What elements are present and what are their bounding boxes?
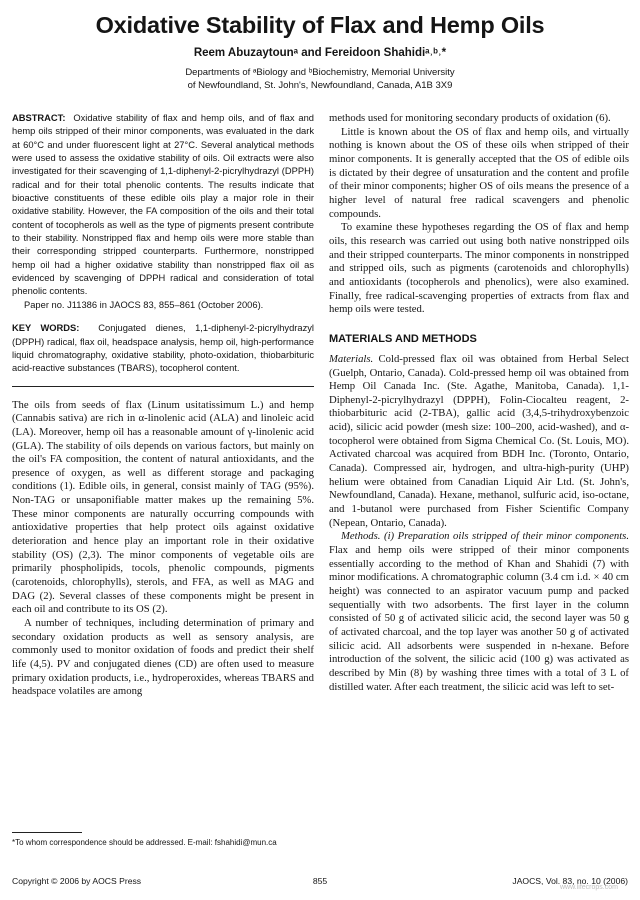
methods-label: Methods. (i) Preparation oils stripped of their minor components. xyxy=(341,530,629,543)
keywords xyxy=(12,322,314,375)
materials-paragraph xyxy=(329,353,629,531)
materials-label: Materials. xyxy=(329,352,374,365)
left-column xyxy=(12,112,314,699)
footer-copyright: Copyright © 2006 by AOCS Press xyxy=(12,876,142,886)
right-paragraph-1: Little is known about the OS of flax and hemp oils, and virtually nothing is known about the OS of these oils when stripped of their minor components. It is generally accepted that the OS of edible oils is dictated by their degree of unsaturation and the content and profile of their minor components; higher OS of oils means the presence of a higher level of natural free radical scavengers and phenolic compounds. xyxy=(329,125,629,220)
author-line: Reem Abuzaytounᵃ and Fereidoon Shahidiᵃ˒ᵇ˒* xyxy=(193,47,447,59)
intro-paragraph-2: A number of techniques, including determination of primary and secondary oxidation products as well as sensory analysis, are commonly used to monitor oxidation of foods and predict their shelf life (4,5). PV and conjugated dienes (CD) are often used to measure primary oxidation products, i.e., hydroperoxides, whereas TBARS and headspace volatiles are among xyxy=(12,617,314,698)
methods-text: Flax and hemp oils were stripped of their minor components essentially according to the method of Khan and Shahidi (7) with minor modifications. A chromatographic column (3.4 cm i.d. × 40 cm height) was connected to an aspirator vacuum pump and packed sequentially with two adsorbents. The first layer in the column consisted of 50 g of activated silicic acid, the second layer was 50 g of activated charcoal, and the top layer was another 50 g of activated silicic acid. All adsorbents were suspended in n-hexane. Before introduction of the solvent, the silicic acid (100 g) was activated as described by Min (8) by washing three times with a total of 3 L of distilled water. After each treatment, the silicic acid was left to set- xyxy=(329,544,629,693)
keywords-text: Conjugated dienes, 1,1-diphenyl-2-picrylhydrazyl (DPPH) radical, flax oil, headspace analysis, hemp oil, high-performance liquid chromatography, oxidative stability, photo-oxidation, thiobarbituric acid-reactive substances (TBARS), tocopherol content. xyxy=(12,323,314,374)
abstract xyxy=(12,112,314,299)
right-paragraph-0: methods used for monitoring secondary products of oxidation (6). xyxy=(329,112,611,124)
keywords-label: KEY WORDS: xyxy=(12,323,80,334)
watermark: www.lifecrops.com xyxy=(560,884,618,891)
materials-text: Cold-pressed flax oil was obtained from Herbal Select (Guelph, Ontario, Canada). Cold-pressed hemp oil was obtained from Hemp Oil Canada Inc. (Ste. Agathe, Manitoba, Canada). 1,1-Diphenyl-2-picrylhydrazyl (DPPH), Folin-Ciocalteu reagent, 2-thiobarbituric acid (2-TBA), gallic acid (3,4,5-trihydroxybenzoic acid), silicic acid powder (mesh size: 100–200, acid-washed), and α-tocopherol were obtained from Sigma Chemical Co. (St. Louis, MO). Activated charcoal was acquired from BDH Inc. (Toronto, Ontario, Canada). Compressed air, hydrogen, and ultra-high-purity (UHP) helium were obtained from Canadian Liquid Air Ltd. (St. John's, Newfoundland, Canada). Hexane, methanol, sulfuric acid, iso-octane, and 1-butanol were purchased from Fisher Scientific Company (Nepean, Ontario, Canada). xyxy=(329,352,630,529)
affiliation-line-1: Departments of ᵃBiology and ᵇBiochemistry, Memorial University xyxy=(185,67,455,78)
affiliation-line-2: of Newfoundland, St. John's, Newfoundland, Canada, A1B 3X9 xyxy=(187,80,453,91)
abstract-label: ABSTRACT: xyxy=(12,113,66,123)
right-paragraph-2: To examine these hypotheses regarding the OS of flax and hemp oils, this research was carried out using both native nonstripped oils and their stripped counterparts. The minor components in nonstripped and stripped oils, such as pigments (carotenoids and chlorophylls) and antioxidants (tocopherols and phenolics), were also examined. Finally, free radical-scavenging properties of extracts from flax and hemp oils were tested. xyxy=(329,221,629,316)
abstract-divider xyxy=(12,386,314,387)
intro-paragraph-1: The oils from seeds of flax (Linum usitatissimum L.) and hemp (Cannabis sativa) are rich in α-linolenic acid (ALA) and linoleic acid (LA). Moreover, hemp oil has a reasonable amount of γ-linolenic acid (GLA). The stability of oils depends on various factors, but mainly on the oil's FA composition, the content of natural antioxidants, and the presence of oxygen, as well as different storage and packaging conditions (1). Edible oils, in general, consist mainly of TAG (95%). Non-TAG or unsaponifiable matter makes up the remaining 5%. These minor components are naturally occurring compounds with antioxidative properties that help protect oils against oxidative deterioration and hence play an important role in their oxidative stability (OS) (2,3). The minor components of vegetable oils are primarily phospholipids, tocols, phenolic compounds, pigments (carotenoids, chlorophylls), sterols, and FFA, as well as MAG and DAG (2). Several classes of these components might be present in each oil and contribute to its OS (2). xyxy=(12,398,314,616)
footnote-divider xyxy=(12,832,82,833)
paper-title: Oxidative Stability of Flax and Hemp Oils xyxy=(95,12,545,38)
affiliation xyxy=(0,66,640,92)
section-heading-materials-methods: MATERIALS AND METHODS xyxy=(329,332,477,345)
footer-journal: JAOCS, Vol. 83, no. 10 (2006) xyxy=(512,876,628,886)
paper-number: Paper no. J11386 in JAOCS 83, 855–861 (October 2006). xyxy=(24,299,264,310)
methods-paragraph xyxy=(329,530,629,694)
footer-page-number: 855 xyxy=(312,876,328,886)
abstract-text: Oxidative stability of flax and hemp oils, and of flax and hemp oils stripped of their minor components, was evaluated in the dark at 60°C and under fluorescent light at 27°C. Several analytical methods were used to assess the oxidative stability of oils. Oil extracts were also investigated for their scavenging of 1,1-diphenyl-2-picrylhydrazyl (DPPH) radical and for their total phenolic contents. The results indicate that bioactive constituents of these edible oils play a major role in their oxidative stability. However, the FA composition of the oils and their total content of tocopherols as well as the type of pigments present contribute to their stability. Nonstripped flax and hemp oils were more stable than their corresponding stripped counterparts. Furthermore, nonstripped hemp oil had a higher oxidative stability than nonstripped flax oil as evidenced by scavenging of DPPH radical and consideration of total phenolic contents. xyxy=(12,113,314,297)
correspondence-footnote: *To whom correspondence should be addressed. E-mail: fshahidi@mun.ca xyxy=(12,838,277,847)
right-column xyxy=(329,112,629,694)
